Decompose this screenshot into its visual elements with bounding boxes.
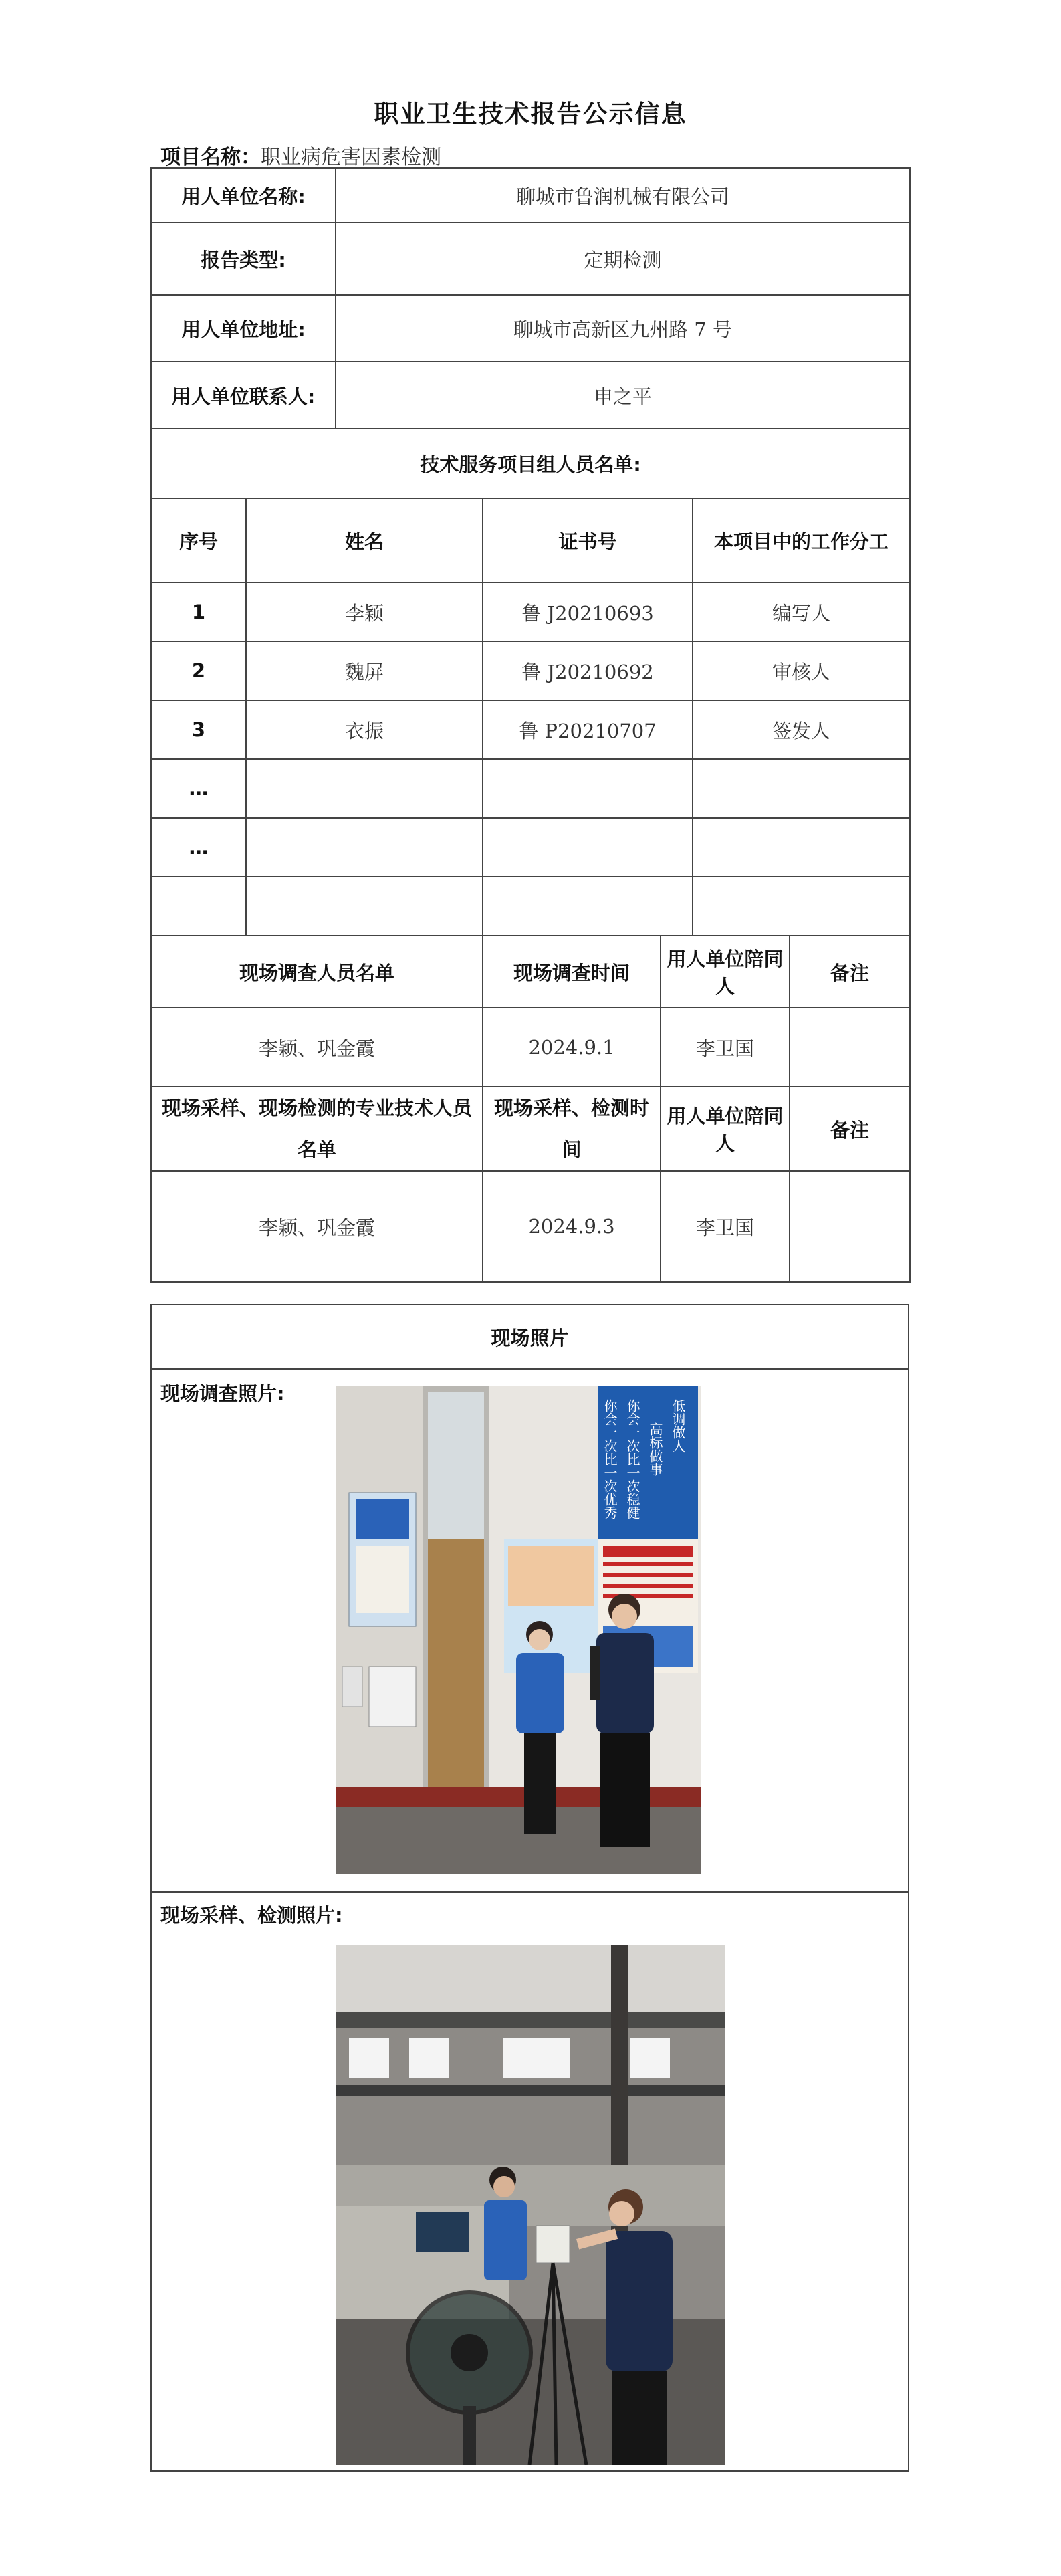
- survey-photo: [336, 1386, 701, 1874]
- survey-time: 2024.9.1: [483, 1008, 661, 1087]
- team-name: 李颖: [246, 582, 483, 641]
- sampling-escort: 李卫国: [661, 1171, 790, 1282]
- team-role: 签发人: [693, 700, 910, 759]
- team-no: [151, 877, 246, 936]
- sampling-note: [790, 1171, 910, 1282]
- team-header-row: [151, 498, 910, 582]
- team-role: [693, 759, 910, 818]
- survey-note: [790, 1008, 910, 1087]
- survey-row: [151, 1008, 910, 1087]
- team-cert: 鲁 J20210692: [483, 641, 693, 700]
- survey-escort: 李卫国: [661, 1008, 790, 1087]
- team-row: [151, 877, 910, 936]
- team-col-cert: 证书号: [483, 498, 693, 582]
- project-label: 项目名称：: [160, 146, 261, 169]
- team-cert: 鲁 J20210693: [483, 582, 693, 641]
- survey-photo-image: [336, 1386, 701, 1874]
- info-label-address: 用人单位地址:: [151, 295, 336, 362]
- sampling-col-time: 现场采样、检测时间: [483, 1087, 661, 1171]
- survey-col-escort: 用人单位陪同人: [661, 936, 790, 1008]
- team-name: [246, 818, 483, 877]
- sampling-photo-label: 现场采样、检测照片:: [160, 1904, 343, 1927]
- sampling-photo-image: [336, 1945, 725, 2465]
- team-cert: [483, 877, 693, 936]
- sampling-col-note: 备注: [790, 1087, 910, 1171]
- sampling-row: [151, 1171, 910, 1282]
- team-cert: [483, 818, 693, 877]
- team-name: 衣振: [246, 700, 483, 759]
- team-name: [246, 877, 483, 936]
- sampling-time: 2024.9.3: [483, 1171, 661, 1282]
- team-name: [246, 759, 483, 818]
- info-value-company: 聊城市鲁润机械有限公司: [336, 168, 910, 223]
- sampling-col-staff: 现场采样、现场检测的专业技术人员名单: [151, 1087, 483, 1171]
- info-label-company: 用人单位名称:: [151, 168, 336, 223]
- project-line: [160, 140, 441, 170]
- info-label-contact: 用人单位联系人:: [151, 362, 336, 429]
- poster-text: 你会一次比一次稳健: [624, 1399, 640, 1519]
- info-value-type: 定期检测: [336, 223, 910, 295]
- survey-photo-label: 现场调查照片:: [160, 1382, 285, 1405]
- info-row: [151, 295, 910, 362]
- team-cert: [483, 759, 693, 818]
- survey-col-time: 现场调查时间: [483, 936, 661, 1008]
- team-heading: 技术服务项目组人员名单:: [151, 429, 910, 498]
- team-role: 编写人: [693, 582, 910, 641]
- team-row: [151, 818, 910, 877]
- report-info-table: [150, 167, 911, 1283]
- team-name: 魏屏: [246, 641, 483, 700]
- sampling-header-row: [151, 1087, 910, 1171]
- team-no: …: [151, 759, 246, 818]
- survey-staff: 李颖、巩金霞: [151, 1008, 483, 1087]
- team-no: 1: [151, 582, 246, 641]
- team-row: [151, 582, 910, 641]
- info-label-type: 报告类型:: [151, 223, 336, 295]
- team-role: 审核人: [693, 641, 910, 700]
- info-row: [151, 168, 910, 223]
- survey-col-staff: 现场调查人员名单: [151, 936, 483, 1008]
- team-col-role: 本项目中的工作分工: [693, 498, 910, 582]
- sampling-photo: [336, 1945, 725, 2465]
- team-no: 2: [151, 641, 246, 700]
- team-row: [151, 700, 910, 759]
- team-role: [693, 818, 910, 877]
- photos-heading: 现场照片: [151, 1305, 909, 1369]
- info-row: [151, 223, 910, 295]
- info-row: [151, 362, 910, 429]
- project-value: 职业病危害因素检测: [261, 146, 441, 169]
- team-no: 3: [151, 700, 246, 759]
- survey-col-note: 备注: [790, 936, 910, 1008]
- survey-header-row: [151, 936, 910, 1008]
- info-value-address: 聊城市高新区九州路 7 号: [336, 295, 910, 362]
- poster-text: 你会一次比一次优秀: [602, 1399, 618, 1519]
- team-cert: 鲁 P20210707: [483, 700, 693, 759]
- team-row: [151, 759, 910, 818]
- sampling-col-escort: 用人单位陪同人: [661, 1087, 790, 1171]
- info-value-contact: 申之平: [336, 362, 910, 429]
- team-col-no: 序号: [151, 498, 246, 582]
- team-role: [693, 877, 910, 936]
- team-row: [151, 641, 910, 700]
- poster-text: 高标做事: [647, 1422, 663, 1476]
- team-no: …: [151, 818, 246, 877]
- sampling-staff: 李颖、巩金霞: [151, 1171, 483, 1282]
- poster-text: 低调做人: [670, 1399, 686, 1453]
- page-title: 职业卫生技术报告公示信息: [374, 99, 687, 128]
- team-col-name: 姓名: [246, 498, 483, 582]
